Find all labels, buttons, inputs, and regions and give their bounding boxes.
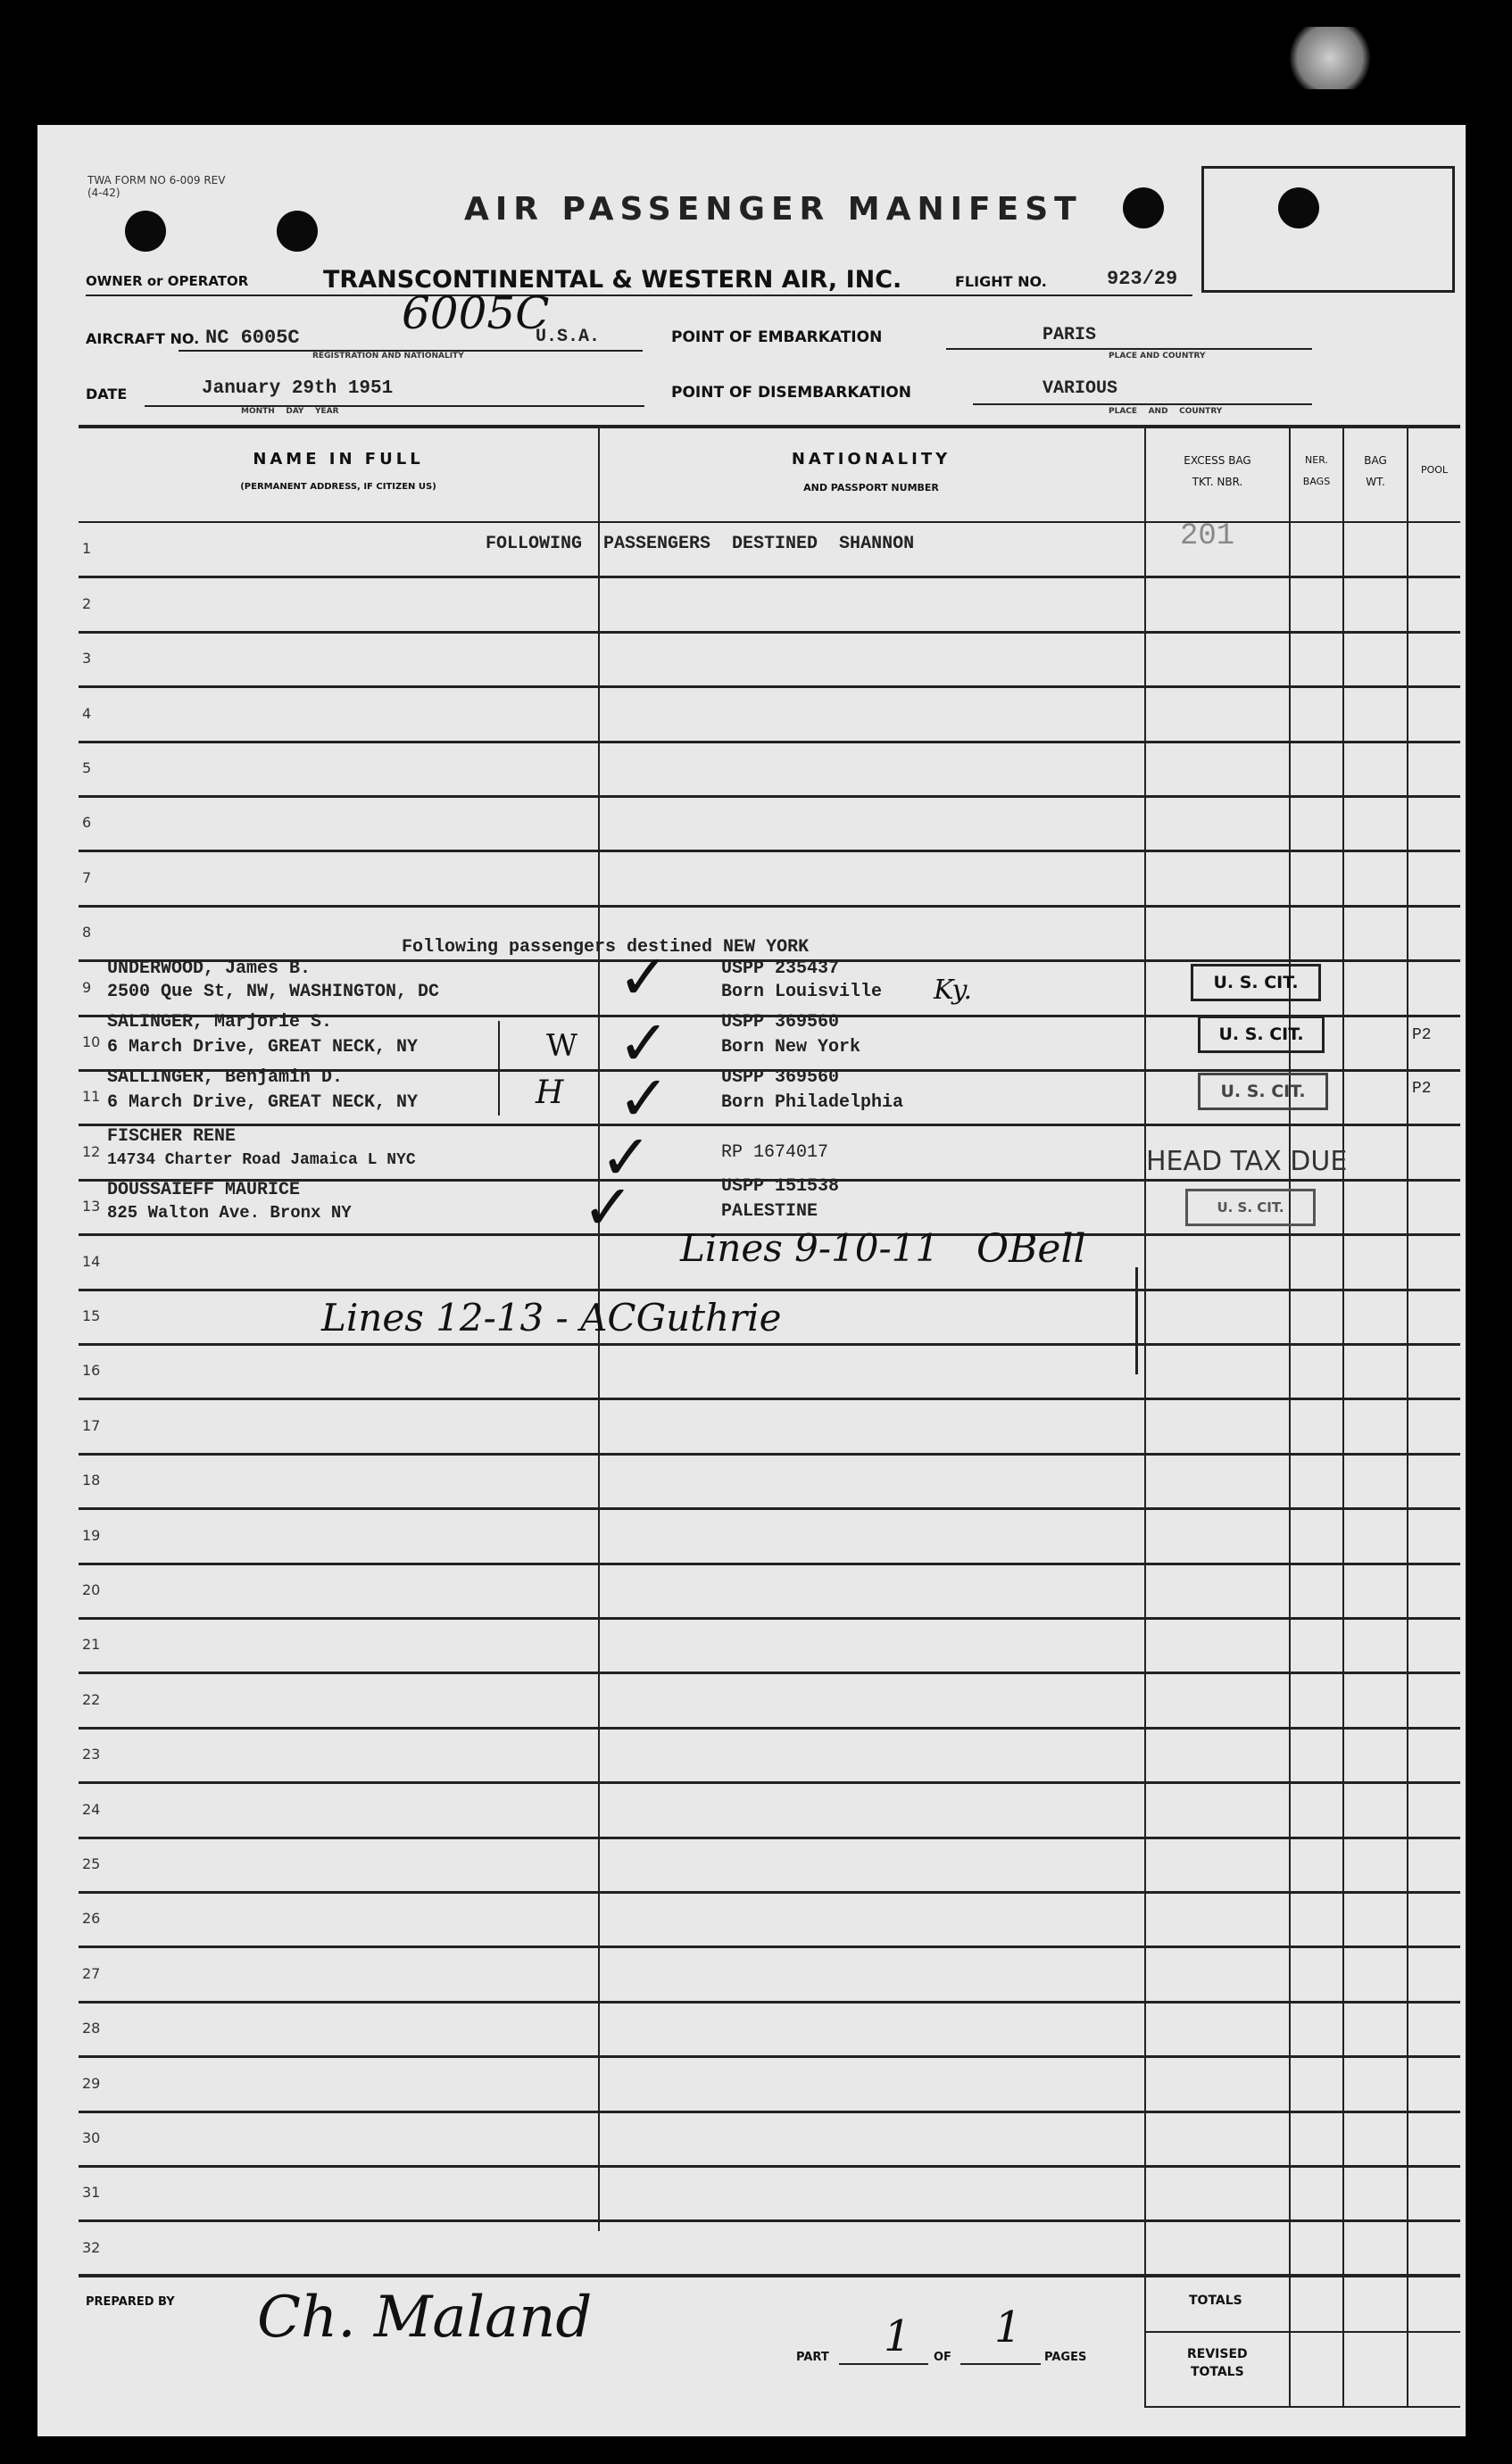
of-underline [960,2363,1041,2365]
p1-name: UNDERWOOD, James B. [107,958,312,979]
row-number: 5 [82,759,92,776]
check-mark-icon: ✓ [618,1007,670,1080]
row-rule [79,1945,1460,1948]
row-rule [79,1727,1460,1730]
row-rule [79,631,1460,634]
row-rule [79,741,1460,743]
stamp-blob [1285,27,1375,89]
p2-addr: 6 March Drive, GREAT NECK, NY [107,1037,419,1058]
row-rule [79,850,1460,852]
row-number: 10 [82,1033,101,1050]
col-header-bag: BAG WT. [1364,454,1387,488]
row-number: 18 [82,1472,101,1489]
col-header-nationality: NATIONALITY [791,450,951,469]
row-number: 20 [82,1581,101,1598]
hand-lines-9-10-11: Lines 9-10-11 [680,1226,940,1270]
disembark-sublabel: PLACE AND COUNTRY [1109,407,1223,416]
row-number: 25 [82,1855,101,1872]
row-rule [79,1398,1460,1400]
row-number: 30 [82,2129,101,2146]
date-label: DATE [86,386,128,402]
check-mark-icon: ✓ [600,1121,652,1194]
col-header-name-sub: (PERMANENT ADDRESS, IF CITIZEN US) [240,482,436,492]
p2-born: Born New York [721,1037,861,1058]
row-rule [79,1563,1460,1565]
us-cit-stamp: U. S. CIT. [1191,964,1321,1001]
embark-sublabel: PLACE AND COUNTRY [1109,352,1206,361]
row-rule [79,1672,1460,1674]
punch-hole-icon [125,211,166,252]
check-mark-icon: ✓ [582,1171,635,1244]
pages-label: PAGES [1044,2351,1087,2364]
row-rule [79,905,1460,908]
row-number: 27 [82,1965,101,1982]
footer-top-line [79,2274,1460,2277]
row1-excess: 201 [1180,519,1235,553]
totals-divider [1144,2331,1460,2333]
row-rule [79,2111,1460,2113]
ny-header: Following passengers destined NEW YORK [402,937,810,958]
date-underline [145,405,644,407]
row-number: 21 [82,1636,101,1653]
check-mark-icon: ✓ [618,1062,670,1135]
table-top-border [79,425,1460,428]
aircraft-underline [179,350,643,352]
row-number: 28 [82,2020,101,2037]
row-number: 15 [82,1307,101,1324]
owner-value: TRANSCONTINENTAL & WESTERN AIR, INC. [323,266,902,294]
form-number: TWA FORM NO 6-009 REV (4-42) [87,174,226,199]
row-rule [79,1289,1460,1291]
disembark-label: POINT OF DISEMBARKATION [671,384,911,402]
row-number: 19 [82,1527,101,1544]
flight-value: 923/29 [1107,268,1178,290]
row-number: 6 [82,814,92,831]
row-rule [79,1617,1460,1620]
p5-addr: 825 Walton Ave. Bronx NY [107,1203,352,1223]
us-cit-stamp: U. S. CIT. [1185,1189,1316,1226]
revised-totals-label: REVISED TOTALS [1187,2347,1248,2379]
mark-h: H [536,1074,564,1111]
us-cit-stamp: U. S. CIT. [1198,1016,1325,1053]
punch-hole-icon [1123,187,1164,228]
row-number: 13 [82,1198,101,1215]
check-mark-icon: ✓ [618,941,670,1014]
date-value: January 29th 1951 [202,378,394,399]
p4-pp: RP 1674017 [721,1142,829,1163]
embark-label: POINT OF EMBARKATION [671,328,883,346]
p1-addr: 2500 Que St, NW, WASHINGTON, DC [107,982,440,1002]
row-rule [79,2001,1460,2004]
of-value: 1 [994,2302,1022,2352]
flight-label: FLIGHT NO. [955,273,1047,290]
row-number: 22 [82,1691,101,1708]
row1-text: FOLLOWING PASSENGERS DESTINED SHANNON [486,534,915,554]
row-rule [79,2055,1460,2058]
p3-addr: 6 March Drive, GREAT NECK, NY [107,1092,419,1113]
prepared-label: PREPARED BY [86,2295,175,2309]
head-tax-stamp: HEAD TAX DUE [1146,1146,1348,1177]
p3-born: Born Philadelphia [721,1092,904,1113]
p1-pp: USPP 235437 [721,958,840,979]
aircraft-handwritten: 6005C [402,287,550,339]
aircraft-label: AIRCRAFT NO. [86,330,200,347]
col-divider [1407,425,1408,2406]
punch-hole-icon [277,211,318,252]
row-number: 16 [82,1362,101,1379]
hand-initials: OBell [976,1226,1086,1272]
row-rule [79,1891,1460,1894]
col-divider [1289,425,1291,2406]
row-number: 11 [82,1088,101,1105]
part-label: PART [796,2351,829,2364]
row-number: 1 [82,540,92,557]
row-number: 4 [82,705,92,722]
p2-name: SALINGER, Marjorie S. [107,1012,333,1033]
page-title: AIR PASSENGER MANIFEST [464,191,1083,228]
totals-label: TOTALS [1189,2294,1242,2308]
row-number: 9 [82,979,92,996]
hand-lines-12-13: Lines 12-13 - ACGuthrie [321,1296,782,1340]
row-rule [79,1124,1460,1126]
p2-pp: USPP 369560 [721,1012,840,1033]
p1-born-hand: Ky. [934,975,972,1006]
row-rule [79,1837,1460,1839]
p5-pp: USPP 151538 [721,1176,840,1197]
p1-born: Born Louisville [721,982,883,1002]
p5-name: DOUSSAIEFF MAURICE [107,1180,301,1200]
row-rule [79,685,1460,688]
row-number: 3 [82,650,92,667]
p4-name: FISCHER RENE [107,1126,237,1147]
aircraft-country: U.S.A. [536,327,601,347]
row-rule [79,2219,1460,2222]
corner-box [1201,166,1455,293]
row-rule [79,1507,1460,1510]
row-number: 17 [82,1417,101,1434]
disembark-value: VARIOUS [1043,378,1118,399]
row-number: 2 [82,595,92,612]
aircraft-value: NC 6005C [205,327,300,349]
row-number: 29 [82,2075,101,2092]
row-number: 14 [82,1253,101,1270]
embark-underline [946,348,1312,350]
row-rule [79,576,1460,578]
part-underline [839,2363,928,2365]
bracket-mark [498,1021,500,1116]
date-sublabel: MONTH DAY YEAR [241,407,339,416]
row-number: 26 [82,1910,101,1927]
row-number: 31 [82,2184,101,2201]
col-header-ner: NER. BAGS [1302,454,1331,487]
owner-underline [86,295,1192,296]
row-rule [79,1453,1460,1456]
row-rule [79,2165,1460,2168]
col-divider [1342,425,1344,2406]
aircraft-sublabel: REGISTRATION AND NATIONALITY [312,352,464,361]
row-rule [79,1781,1460,1784]
table-header-bottom [79,521,1460,523]
row-number: 23 [82,1746,101,1763]
p3-pp: USPP 369560 [721,1067,840,1088]
row-number: 24 [82,1801,101,1818]
row-rule [79,795,1460,798]
owner-label: OWNER or OPERATOR [86,273,249,289]
p4-addr: 14734 Charter Road Jamaica L NYC [107,1151,416,1169]
row-rule [79,1343,1460,1346]
of-label: OF [934,2351,951,2364]
us-cit-stamp: U. S. CIT. [1198,1073,1328,1110]
footer-bottom-line [1144,2406,1460,2408]
col-header-excess: EXCESS BAG TKT. NBR. [1184,454,1251,488]
part-value: 1 [884,2311,911,2361]
row-number: 8 [82,924,92,941]
col-header-pool: POOL [1420,464,1449,476]
embark-value: PARIS [1043,325,1097,345]
row-number: 32 [82,2239,101,2256]
col-header-name: NAME IN FULL [253,450,424,469]
prepared-signature: Ch. Maland [257,2285,593,2351]
p3-name: SALLINGER, Benjamin D. [107,1067,344,1088]
col-divider [1144,425,1146,2406]
disembark-underline [973,403,1312,405]
p2-pool: P2 [1412,1026,1432,1044]
col-header-nationality-sub: AND PASSPORT NUMBER [803,482,939,494]
mark-w: W [546,1028,577,1064]
row-number: 12 [82,1143,101,1160]
p3-pool: P2 [1412,1080,1432,1098]
hand-stroke [1135,1267,1138,1374]
p5-nat: PALESTINE [721,1201,818,1222]
row-number: 7 [82,869,92,886]
